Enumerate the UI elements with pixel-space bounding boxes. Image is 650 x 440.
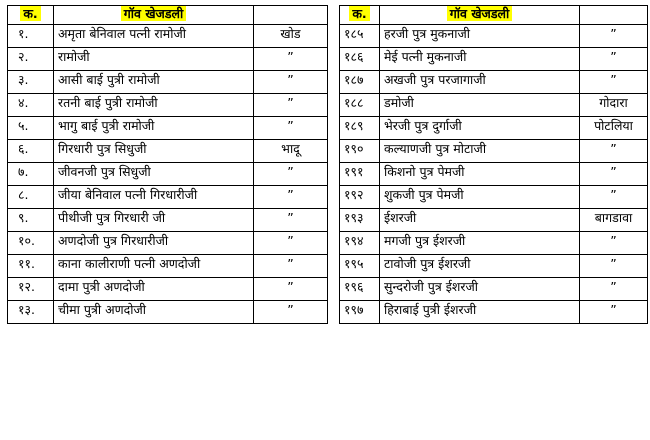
column-gap (328, 232, 340, 255)
left-serial-cell: १. (8, 25, 54, 48)
left-name-cell: जीवनजी पुत्र सिधुजी (54, 163, 254, 186)
table-row (8, 163, 648, 186)
column-gap (328, 209, 340, 232)
left-name-cell: भागु बाई पुत्री रामोजी (54, 117, 254, 140)
right-name-cell: हिराबाई पुत्री ईशरजी (380, 301, 580, 324)
right-place-cell: ” (580, 232, 648, 255)
right-name-cell: ईशरजी (380, 209, 580, 232)
left-serial-cell: १३. (8, 301, 54, 324)
left-serial-cell: ८. (8, 186, 54, 209)
right-place-cell: ” (580, 48, 648, 71)
header-left-title: गॉव खेजडली (54, 6, 254, 25)
header-left-place (254, 6, 328, 25)
right-place-cell: ” (580, 301, 648, 324)
right-name-cell: डमोजी (380, 94, 580, 117)
left-place-cell: ” (254, 186, 328, 209)
right-name-cell: किशनो पुत्र पेमजी (380, 163, 580, 186)
left-name-cell: पीथीजी पुत्र गिरधारी जी (54, 209, 254, 232)
right-name-cell: मेई पत्नी मुकनाजी (380, 48, 580, 71)
right-serial-cell: १८८ (340, 94, 380, 117)
right-place-cell: पोटलिया (580, 117, 648, 140)
right-place-cell: ” (580, 71, 648, 94)
column-gap (328, 301, 340, 324)
table-row (8, 140, 648, 163)
left-place-cell: ” (254, 117, 328, 140)
left-serial-cell: ३. (8, 71, 54, 94)
table-row (8, 209, 648, 232)
left-serial-cell: १२. (8, 278, 54, 301)
right-serial-cell: १९१ (340, 163, 380, 186)
table-row (8, 94, 648, 117)
right-place-cell: गोदारा (580, 94, 648, 117)
column-gap (328, 278, 340, 301)
left-serial-cell: १०. (8, 232, 54, 255)
table-row (8, 71, 648, 94)
header-right-place (580, 6, 648, 25)
table-body (8, 6, 648, 324)
left-place-cell: ” (254, 163, 328, 186)
right-serial-cell: १८५ (340, 25, 380, 48)
right-place-cell: ” (580, 278, 648, 301)
table-row (8, 117, 648, 140)
left-place-cell: ” (254, 301, 328, 324)
table-row (8, 48, 648, 71)
right-place-cell: ” (580, 140, 648, 163)
right-serial-cell: १९६ (340, 278, 380, 301)
left-name-cell: आसी बाई पुत्री रामोजी (54, 71, 254, 94)
right-place-cell: ” (580, 255, 648, 278)
right-place-cell: बागडावा (580, 209, 648, 232)
left-place-cell: ” (254, 255, 328, 278)
table-row (8, 255, 648, 278)
header-left-serial: क. (8, 6, 54, 25)
column-gap (328, 117, 340, 140)
left-serial-cell: २. (8, 48, 54, 71)
header-right-title: गॉव खेजडली (380, 6, 580, 25)
left-name-cell: चीमा पुत्री अणदोजी (54, 301, 254, 324)
left-place-cell: ” (254, 94, 328, 117)
left-place-cell: ” (254, 278, 328, 301)
right-name-cell: मगजी पुत्र ईशरजी (380, 232, 580, 255)
right-name-cell: भेरजी पुत्र दुर्गाजी (380, 117, 580, 140)
right-serial-cell: १९० (340, 140, 380, 163)
right-serial-cell: १९३ (340, 209, 380, 232)
column-gap (328, 140, 340, 163)
table-row (8, 278, 648, 301)
right-place-cell: ” (580, 163, 648, 186)
victims-table (7, 5, 648, 324)
right-serial-cell: १८७ (340, 71, 380, 94)
left-name-cell: काना कालीराणी पत्नी अणदोजी (54, 255, 254, 278)
column-gap (328, 94, 340, 117)
header-right-serial: क. (340, 6, 380, 25)
column-gap (328, 48, 340, 71)
document-page (7, 5, 647, 324)
left-place-cell: ” (254, 71, 328, 94)
left-serial-cell: ६. (8, 140, 54, 163)
left-place-cell: ” (254, 48, 328, 71)
right-name-cell: हरजी पुत्र मुकनाजी (380, 25, 580, 48)
column-gap (328, 71, 340, 94)
column-gap (328, 6, 340, 25)
column-gap (328, 25, 340, 48)
left-serial-cell: ५. (8, 117, 54, 140)
left-name-cell: रतनी बाई पुत्री रामोजी (54, 94, 254, 117)
left-serial-cell: ११. (8, 255, 54, 278)
column-gap (328, 186, 340, 209)
left-name-cell: जीया बेनिवाल पत्नी गिरधारीजी (54, 186, 254, 209)
left-name-cell: अमृता बेनिवाल पत्नी रामोजी (54, 25, 254, 48)
column-gap (328, 255, 340, 278)
right-name-cell: टावोजी पुत्र ईशरजी (380, 255, 580, 278)
left-name-cell: दामा पुत्री अणदोजी (54, 278, 254, 301)
left-place-cell: ” (254, 209, 328, 232)
right-serial-cell: १९४ (340, 232, 380, 255)
right-name-cell: अखजी पुत्र परजागाजी (380, 71, 580, 94)
column-gap (328, 163, 340, 186)
right-name-cell: शुकजी पुत्र पेमजी (380, 186, 580, 209)
left-serial-cell: ९. (8, 209, 54, 232)
left-place-cell: भादू (254, 140, 328, 163)
right-place-cell: ” (580, 186, 648, 209)
right-name-cell: कल्याणजी पुत्र मोटाजी (380, 140, 580, 163)
right-place-cell: ” (580, 25, 648, 48)
left-name-cell: अणदोजी पुत्र गिरधारीजी (54, 232, 254, 255)
left-place-cell: ” (254, 232, 328, 255)
left-name-cell: रामोजी (54, 48, 254, 71)
right-serial-cell: १९२ (340, 186, 380, 209)
left-serial-cell: ४. (8, 94, 54, 117)
table-row (8, 186, 648, 209)
table-row (8, 301, 648, 324)
right-serial-cell: १९७ (340, 301, 380, 324)
left-serial-cell: ७. (8, 163, 54, 186)
right-serial-cell: १९५ (340, 255, 380, 278)
table-header-row (8, 6, 648, 25)
left-place-cell: खोड (254, 25, 328, 48)
left-name-cell: गिरधारी पुत्र सिधुजी (54, 140, 254, 163)
right-serial-cell: १८६ (340, 48, 380, 71)
table-row (8, 25, 648, 48)
right-name-cell: सुन्दरोजी पुत्र ईशरजी (380, 278, 580, 301)
table-row (8, 232, 648, 255)
right-serial-cell: १८९ (340, 117, 380, 140)
